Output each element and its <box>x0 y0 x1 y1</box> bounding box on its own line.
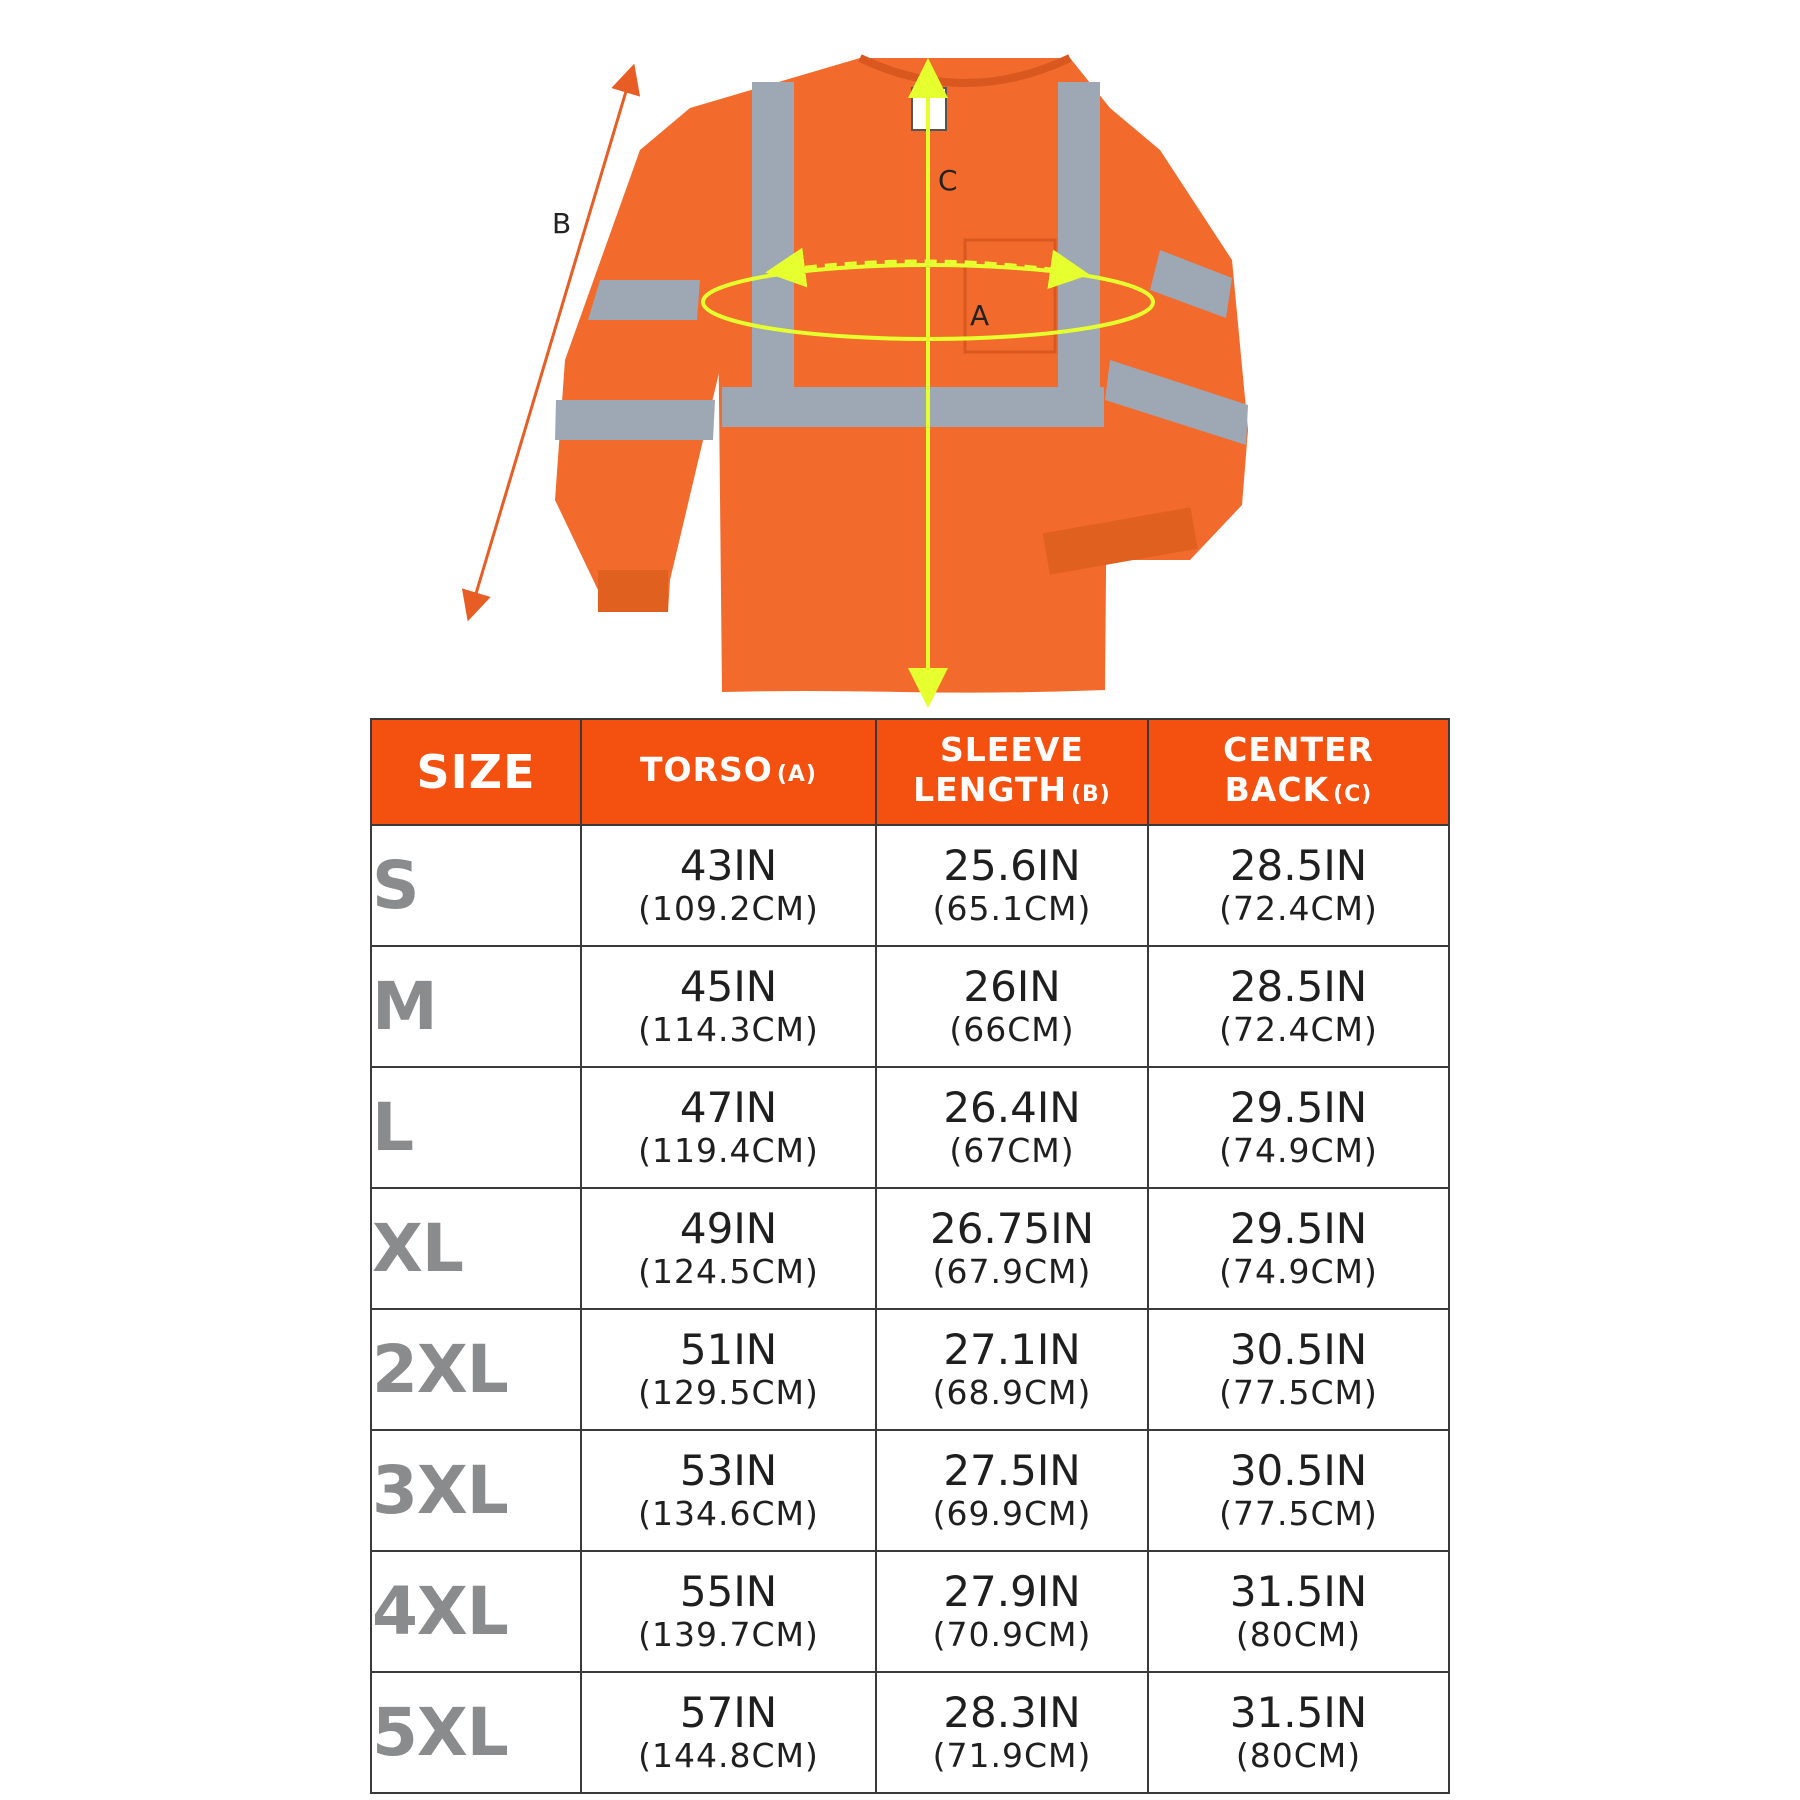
sleeve-cm: (67.9CM) <box>932 1251 1092 1291</box>
center-cm: (80CM) <box>1235 1614 1362 1654</box>
center-cm: (72.4CM) <box>1219 888 1378 928</box>
sleeve-cell <box>876 1067 1148 1188</box>
center-cm: (77.5CM) <box>1219 1493 1378 1533</box>
table-row <box>371 1188 1449 1309</box>
center-in: 29.5IN <box>1229 1203 1368 1253</box>
sleeve-in: 26.75IN <box>929 1203 1095 1253</box>
sleeve-cell <box>876 1309 1148 1430</box>
torso-cell <box>581 1430 876 1551</box>
center-cm: (72.4CM) <box>1219 1009 1378 1049</box>
torso-in: 45IN <box>679 961 778 1011</box>
table-header-row <box>371 719 1449 825</box>
header-center-sub: (C) <box>1333 781 1373 807</box>
size-label: 5XL <box>371 1672 581 1793</box>
header-center-line1: CENTER <box>1223 729 1374 769</box>
table-row <box>371 825 1449 946</box>
torso-in: 53IN <box>679 1445 778 1495</box>
center-cm: (80CM) <box>1235 1735 1362 1775</box>
sleeve-cell <box>876 946 1148 1067</box>
center-back-cell <box>1148 1551 1449 1672</box>
size-label: S <box>371 825 581 946</box>
size-label: 3XL <box>371 1430 581 1551</box>
size-label: 2XL <box>371 1309 581 1430</box>
size-chart-table <box>370 718 1450 1794</box>
sleeve-cell <box>876 1672 1148 1793</box>
table-row <box>371 1309 1449 1430</box>
sleeve-cm: (69.9CM) <box>932 1493 1092 1533</box>
torso-in: 49IN <box>679 1203 778 1253</box>
orange-long-sleeve-shirt <box>555 58 1248 693</box>
sleeve-cm: (65.1CM) <box>932 888 1092 928</box>
center-in: 28.5IN <box>1229 840 1368 890</box>
sleeve-cm: (71.9CM) <box>932 1735 1092 1775</box>
sleeve-cm: (70.9CM) <box>932 1614 1092 1654</box>
shirt-measurement-diagram <box>0 0 1800 710</box>
sleeve-cm: (67CM) <box>949 1130 1075 1170</box>
size-label: XL <box>371 1188 581 1309</box>
label-c: C <box>938 164 958 197</box>
sleeve-in: 26IN <box>963 961 1061 1011</box>
torso-cm: (144.8CM) <box>638 1735 819 1775</box>
torso-cm: (119.4CM) <box>638 1130 819 1170</box>
size-label: 4XL <box>371 1551 581 1672</box>
torso-cell <box>581 1309 876 1430</box>
torso-cell <box>581 946 876 1067</box>
sleeve-cell <box>876 1188 1148 1309</box>
header-torso-sub: (A) <box>776 761 817 787</box>
center-back-cell <box>1148 1309 1449 1430</box>
torso-cell <box>581 1551 876 1672</box>
sleeve-in: 27.9IN <box>943 1566 1081 1616</box>
size-label: L <box>371 1067 581 1188</box>
label-b: B <box>552 207 572 240</box>
center-in: 30.5IN <box>1229 1445 1368 1495</box>
torso-in: 57IN <box>679 1687 778 1737</box>
size-label: M <box>371 946 581 1067</box>
sleeve-in: 27.1IN <box>943 1324 1081 1374</box>
center-cm: (77.5CM) <box>1219 1372 1378 1412</box>
torso-in: 51IN <box>679 1324 778 1374</box>
torso-cm: (129.5CM) <box>638 1372 819 1412</box>
torso-cell <box>581 1672 876 1793</box>
torso-cell <box>581 1067 876 1188</box>
header-center-back <box>1148 719 1449 825</box>
header-sleeve-length <box>876 719 1148 825</box>
sleeve-cell <box>876 1430 1148 1551</box>
torso-in: 43IN <box>679 840 778 890</box>
torso-cell <box>581 825 876 946</box>
torso-cell <box>581 1188 876 1309</box>
header-sleeve-line2: LENGTH <box>913 769 1067 809</box>
center-in: 30.5IN <box>1229 1324 1368 1374</box>
center-back-cell <box>1148 1672 1449 1793</box>
sleeve-cell <box>876 1551 1148 1672</box>
center-in: 31.5IN <box>1229 1687 1368 1737</box>
header-center-line2: BACK <box>1224 769 1330 809</box>
torso-cm: (114.3CM) <box>638 1009 819 1049</box>
header-torso-label: TORSO <box>640 749 773 789</box>
center-cm: (74.9CM) <box>1219 1251 1378 1291</box>
sleeve-in: 27.5IN <box>943 1445 1081 1495</box>
torso-cm: (109.2CM) <box>638 888 819 928</box>
sleeve-in: 26.4IN <box>943 1082 1081 1132</box>
torso-in: 55IN <box>679 1566 778 1616</box>
torso-cm: (124.5CM) <box>638 1251 819 1291</box>
center-in: 29.5IN <box>1229 1082 1368 1132</box>
label-a: A <box>970 299 990 332</box>
center-back-cell <box>1148 1067 1449 1188</box>
torso-in: 47IN <box>679 1082 778 1132</box>
header-torso <box>581 719 876 825</box>
center-back-cell <box>1148 946 1449 1067</box>
torso-cm: (134.6CM) <box>638 1493 819 1533</box>
table-row <box>371 1672 1449 1793</box>
center-back-cell <box>1148 1188 1449 1309</box>
header-size: SIZE <box>371 719 581 825</box>
sleeve-cm: (66CM) <box>949 1009 1075 1049</box>
header-sleeve-sub: (B) <box>1070 781 1111 807</box>
sleeve-cell <box>876 825 1148 946</box>
sleeve-in: 28.3IN <box>943 1687 1081 1737</box>
table-row <box>371 1551 1449 1672</box>
sleeve-in: 25.6IN <box>943 840 1081 890</box>
table-row <box>371 1067 1449 1188</box>
torso-cm: (139.7CM) <box>638 1614 819 1654</box>
sleeve-cm: (68.9CM) <box>932 1372 1092 1412</box>
table-row <box>371 1430 1449 1551</box>
center-back-cell <box>1148 1430 1449 1551</box>
center-in: 31.5IN <box>1229 1566 1368 1616</box>
table-row <box>371 946 1449 1067</box>
center-back-cell <box>1148 825 1449 946</box>
center-in: 28.5IN <box>1229 961 1368 1011</box>
center-cm: (74.9CM) <box>1219 1130 1378 1170</box>
header-sleeve-line1: SLEEVE <box>940 729 1084 769</box>
